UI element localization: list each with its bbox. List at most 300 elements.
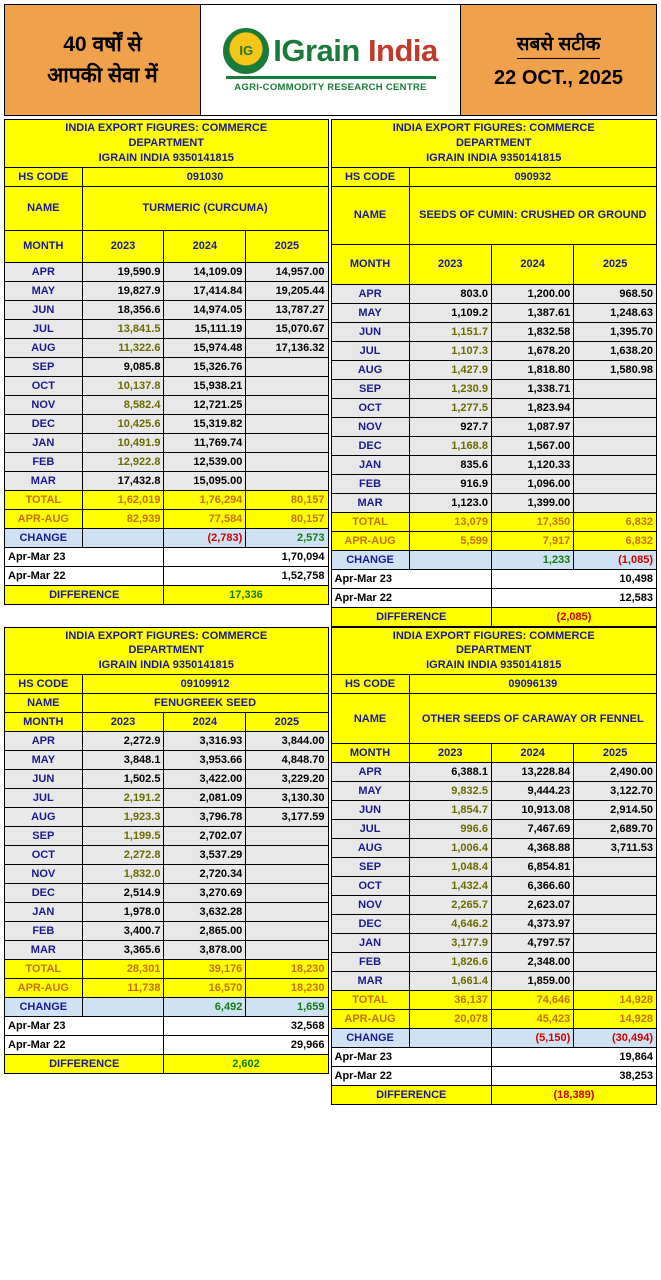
cell-2024: 10,913.08	[491, 801, 573, 820]
row-month-label: JUN	[331, 801, 409, 820]
change-2024: 1,233	[491, 550, 573, 569]
apr-mar-23-label: Apr-Mar 23	[331, 569, 491, 588]
logo-word-igrain: IGrain	[273, 32, 360, 68]
cell-2025	[246, 865, 328, 884]
cell-2024: 12,721.25	[164, 395, 246, 414]
row-month-label: SEP	[5, 827, 83, 846]
apraug-2025: 80,157	[246, 509, 328, 528]
cell-2025: 3,122.70	[574, 782, 657, 801]
change-2025: 2,573	[246, 528, 328, 547]
col-2025: 2025	[574, 744, 657, 763]
cell-2024: 15,095.00	[164, 471, 246, 490]
row-month-label: JAN	[331, 934, 409, 953]
page-header	[4, 4, 657, 116]
apraug-2023: 82,939	[82, 509, 164, 528]
col-2023: 2023	[82, 713, 164, 732]
cell-2025	[574, 858, 657, 877]
row-month-label: FEB	[331, 953, 409, 972]
cell-2024: 2,702.07	[164, 827, 246, 846]
cell-2025	[246, 452, 328, 471]
cell-2025: 3,229.20	[246, 770, 328, 789]
cell-2025: 13,787.27	[246, 300, 328, 319]
col-month: MONTH	[5, 713, 83, 732]
apr-aug-label: APR-AUG	[5, 509, 83, 528]
col-2024: 2024	[164, 713, 246, 732]
cell-2023: 1,168.8	[409, 436, 491, 455]
cell-2023: 1,277.5	[409, 398, 491, 417]
commodity-name: SEEDS OF CUMIN: CRUSHED OR GROUND	[409, 186, 656, 244]
cell-2023: 19,590.9	[82, 262, 164, 281]
difference-label: DIFFERENCE	[331, 1086, 491, 1105]
row-month-label: DEC	[5, 884, 83, 903]
total-2025: 18,230	[246, 960, 328, 979]
cell-2023: 13,841.5	[82, 319, 164, 338]
cell-2023: 927.7	[409, 417, 491, 436]
apr-mar-22-value: 29,966	[164, 1036, 328, 1055]
cell-2024: 14,974.05	[164, 300, 246, 319]
hs-code-label: HS CODE	[5, 167, 83, 186]
cell-2024: 6,366.60	[491, 877, 573, 896]
logo-wordmark	[273, 33, 438, 69]
cell-2023: 1,123.0	[409, 493, 491, 512]
table-title-line1: INDIA EXPORT FIGURES: COMMERCE	[392, 629, 595, 642]
cell-2023: 3,365.6	[82, 941, 164, 960]
cell-2024: 3,632.28	[164, 903, 246, 922]
table-title	[331, 627, 657, 675]
table-title-line3: IGRAIN INDIA 9350141815	[426, 151, 562, 164]
cell-2023: 1,826.6	[409, 953, 491, 972]
cell-2025: 14,957.00	[246, 262, 328, 281]
header-left-line1: 40 वर्षों से	[63, 32, 142, 56]
cell-2023: 11,322.6	[82, 338, 164, 357]
change-2025: 1,659	[246, 998, 328, 1017]
change-label: CHANGE	[5, 998, 83, 1017]
apraug-2024: 7,917	[491, 531, 573, 550]
cell-2025	[574, 896, 657, 915]
cell-2023: 1,109.2	[409, 303, 491, 322]
row-month-label: OCT	[331, 877, 409, 896]
cell-2025: 1,638.20	[574, 341, 657, 360]
apr-mar-23-value: 10,498	[491, 569, 656, 588]
total-label: TOTAL	[5, 490, 83, 509]
hs-code-label: HS CODE	[331, 167, 409, 186]
row-month-label: JUL	[5, 789, 83, 808]
row-month-label: MAR	[5, 941, 83, 960]
row-month-label: OCT	[5, 376, 83, 395]
cell-2023: 10,425.6	[82, 414, 164, 433]
cell-2024: 3,953.66	[164, 751, 246, 770]
cell-2023: 2,272.9	[82, 732, 164, 751]
difference-label: DIFFERENCE	[5, 585, 164, 604]
name-label: NAME	[331, 694, 409, 744]
cell-2024: 15,319.82	[164, 414, 246, 433]
row-month-label: AUG	[331, 839, 409, 858]
cell-2023: 2,191.2	[82, 789, 164, 808]
row-month-label: JUN	[331, 322, 409, 341]
table-title-line2: DEPARTMENT	[128, 644, 205, 657]
cell-2023: 2,514.9	[82, 884, 164, 903]
cell-2025: 3,844.00	[246, 732, 328, 751]
col-month: MONTH	[331, 744, 409, 763]
row-month-label: FEB	[5, 922, 83, 941]
apraug-2023: 11,738	[82, 979, 164, 998]
apr-aug-label: APR-AUG	[5, 979, 83, 998]
apraug-2025: 18,230	[246, 979, 328, 998]
row-month-label: MAR	[5, 471, 83, 490]
cell-2023: 835.6	[409, 455, 491, 474]
commodity-name: OTHER SEEDS OF CARAWAY OR FENNEL	[409, 694, 656, 744]
name-label: NAME	[5, 186, 83, 230]
cell-2025	[246, 357, 328, 376]
col-2025: 2025	[246, 230, 328, 262]
row-month-label: NOV	[5, 865, 83, 884]
cell-2023: 3,177.9	[409, 934, 491, 953]
header-logo-block	[201, 5, 460, 115]
hs-code-value: 091030	[82, 167, 328, 186]
apr-mar-23-value: 19,864	[491, 1048, 656, 1067]
change-label: CHANGE	[331, 1029, 409, 1048]
total-label: TOTAL	[5, 960, 83, 979]
cell-2023: 12,922.8	[82, 452, 164, 471]
cell-2024: 9,444.23	[491, 782, 573, 801]
cell-2024: 1,087.97	[491, 417, 573, 436]
cell-2023: 18,356.6	[82, 300, 164, 319]
cell-2023: 10,491.9	[82, 433, 164, 452]
change-2023	[409, 550, 491, 569]
row-month-label: JUL	[331, 820, 409, 839]
cell-2023: 3,400.7	[82, 922, 164, 941]
row-month-label: APR	[331, 284, 409, 303]
table-title	[5, 120, 329, 168]
cell-2023: 1,151.7	[409, 322, 491, 341]
cell-2023: 1,923.3	[82, 808, 164, 827]
header-left-line2: आपकी सेवा में	[47, 64, 158, 87]
export-table-caraway-fennel	[331, 627, 658, 1106]
cell-2025: 2,914.50	[574, 801, 657, 820]
cell-2024: 2,720.34	[164, 865, 246, 884]
cell-2024: 1,859.00	[491, 972, 573, 991]
cell-2023: 9,832.5	[409, 782, 491, 801]
cell-2024: 1,832.58	[491, 322, 573, 341]
change-2024: 6,492	[164, 998, 246, 1017]
cell-2024: 11,769.74	[164, 433, 246, 452]
row-month-label: JAN	[331, 455, 409, 474]
cell-2025	[574, 493, 657, 512]
row-month-label: JAN	[5, 903, 83, 922]
apraug-2023: 5,599	[409, 531, 491, 550]
row-month-label: MAY	[5, 751, 83, 770]
header-date: 22 OCT., 2025	[494, 67, 623, 89]
total-2023: 13,079	[409, 512, 491, 531]
table-title-line1: INDIA EXPORT FIGURES: COMMERCE	[65, 122, 268, 134]
cell-2024: 3,270.69	[164, 884, 246, 903]
cell-2025: 17,136.32	[246, 338, 328, 357]
cell-2024: 15,326.76	[164, 357, 246, 376]
cell-2024: 1,096.00	[491, 474, 573, 493]
cell-2025	[574, 934, 657, 953]
cell-2023: 19,827.9	[82, 281, 164, 300]
row-month-label: SEP	[331, 379, 409, 398]
cell-2024: 2,865.00	[164, 922, 246, 941]
cell-2024: 1,678.20	[491, 341, 573, 360]
table-title-line3: IGRAIN INDIA 9350141815	[98, 151, 234, 164]
cell-2025: 2,490.00	[574, 763, 657, 782]
col-2025: 2025	[246, 713, 328, 732]
cell-2024: 2,623.07	[491, 896, 573, 915]
apr-mar-23-label: Apr-Mar 23	[5, 547, 164, 566]
cell-2023: 9,085.8	[82, 357, 164, 376]
apr-mar-22-value: 1,52,758	[164, 566, 328, 585]
export-table-fenugreek	[4, 627, 331, 1106]
change-2024: (2,783)	[164, 528, 246, 547]
cell-2025: 19,205.44	[246, 281, 328, 300]
cell-2023: 1,832.0	[82, 865, 164, 884]
col-2025: 2025	[574, 244, 657, 284]
cell-2024: 6,854.81	[491, 858, 573, 877]
row-month-label: JAN	[5, 433, 83, 452]
row-month-label: AUG	[331, 360, 409, 379]
cell-2025	[246, 846, 328, 865]
apr-mar-22-label: Apr-Mar 22	[5, 1036, 164, 1055]
cell-2024: 14,109.09	[164, 262, 246, 281]
difference-value: (2,085)	[491, 607, 656, 626]
apr-aug-label: APR-AUG	[331, 1010, 409, 1029]
cell-2024: 15,111.19	[164, 319, 246, 338]
cell-2024: 1,200.00	[491, 284, 573, 303]
cell-2024: 1,567.00	[491, 436, 573, 455]
cell-2023: 1,502.5	[82, 770, 164, 789]
table-title-line1: INDIA EXPORT FIGURES: COMMERCE	[392, 122, 595, 134]
cell-2024: 1,823.94	[491, 398, 573, 417]
apr-aug-label: APR-AUG	[331, 531, 409, 550]
table-title	[331, 120, 657, 168]
row-month-label: JUL	[331, 341, 409, 360]
cell-2025: 15,070.67	[246, 319, 328, 338]
change-2023	[82, 528, 164, 547]
apraug-2023: 20,078	[409, 1010, 491, 1029]
apraug-2024: 16,570	[164, 979, 246, 998]
cell-2023: 1,854.7	[409, 801, 491, 820]
cell-2023: 6,388.1	[409, 763, 491, 782]
cell-2023: 4,646.2	[409, 915, 491, 934]
header-left-banner	[5, 5, 201, 115]
total-2024: 39,176	[164, 960, 246, 979]
apraug-2025: 6,832	[574, 531, 657, 550]
export-tables-grid	[4, 119, 657, 1105]
hs-code-value: 09109912	[82, 675, 328, 694]
cell-2023: 8,582.4	[82, 395, 164, 414]
table-title-line2: DEPARTMENT	[455, 136, 532, 149]
table-title-line3: IGRAIN INDIA 9350141815	[98, 659, 234, 672]
cell-2025	[246, 376, 328, 395]
cell-2023: 1,048.4	[409, 858, 491, 877]
hs-code-label: HS CODE	[5, 675, 83, 694]
cell-2024: 12,539.00	[164, 452, 246, 471]
difference-value: 17,336	[164, 585, 328, 604]
cell-2024: 4,797.57	[491, 934, 573, 953]
row-month-label: MAY	[5, 281, 83, 300]
total-label: TOTAL	[331, 512, 409, 531]
export-table-cumin	[331, 119, 658, 627]
col-month: MONTH	[5, 230, 83, 262]
row-month-label: MAR	[331, 493, 409, 512]
row-month-label: JUL	[5, 319, 83, 338]
cell-2024: 3,878.00	[164, 941, 246, 960]
commodity-name: TURMERIC (CURCUMA)	[82, 186, 328, 230]
igrain-logo-icon: IG	[223, 28, 269, 74]
row-month-label: AUG	[5, 338, 83, 357]
cell-2025	[246, 941, 328, 960]
row-month-label: DEC	[331, 915, 409, 934]
row-month-label: APR	[5, 262, 83, 281]
cell-2023: 1,427.9	[409, 360, 491, 379]
total-2024: 17,350	[491, 512, 573, 531]
cell-2025: 4,848.70	[246, 751, 328, 770]
cell-2023: 2,272.8	[82, 846, 164, 865]
logo-divider	[226, 76, 436, 79]
cell-2025	[246, 395, 328, 414]
col-2024: 2024	[491, 244, 573, 284]
header-right-banner	[460, 5, 656, 115]
apr-mar-23-label: Apr-Mar 23	[5, 1017, 164, 1036]
cell-2023: 1,006.4	[409, 839, 491, 858]
cell-2025	[246, 922, 328, 941]
change-label: CHANGE	[5, 528, 83, 547]
cell-2025	[246, 433, 328, 452]
hs-code-value: 09096139	[409, 675, 656, 694]
cell-2025	[574, 379, 657, 398]
apr-mar-22-label: Apr-Mar 22	[331, 588, 491, 607]
cell-2025	[574, 455, 657, 474]
difference-label: DIFFERENCE	[331, 607, 491, 626]
cell-2024: 2,348.00	[491, 953, 573, 972]
col-2024: 2024	[164, 230, 246, 262]
change-2023	[409, 1029, 491, 1048]
col-2024: 2024	[491, 744, 573, 763]
apr-mar-22-value: 12,583	[491, 588, 656, 607]
row-month-label: JUN	[5, 770, 83, 789]
cell-2023: 3,848.1	[82, 751, 164, 770]
cell-2023: 1,230.9	[409, 379, 491, 398]
apr-mar-23-value: 32,568	[164, 1017, 328, 1036]
total-2025: 80,157	[246, 490, 328, 509]
cell-2025	[574, 398, 657, 417]
apr-mar-22-label: Apr-Mar 22	[5, 566, 164, 585]
name-label: NAME	[331, 186, 409, 244]
cell-2025	[574, 474, 657, 493]
cell-2023: 1,432.4	[409, 877, 491, 896]
hs-code-label: HS CODE	[331, 675, 409, 694]
row-month-label: MAR	[331, 972, 409, 991]
cell-2024: 15,938.21	[164, 376, 246, 395]
col-month: MONTH	[331, 244, 409, 284]
cell-2025	[246, 471, 328, 490]
logo-subtitle: AGRI-COMMODITY RESEARCH CENTRE	[234, 81, 427, 93]
row-month-label: APR	[331, 763, 409, 782]
cell-2025	[246, 903, 328, 922]
row-month-label: JUN	[5, 300, 83, 319]
cell-2025	[246, 827, 328, 846]
cell-2025: 2,689.70	[574, 820, 657, 839]
cell-2025: 1,395.70	[574, 322, 657, 341]
cell-2024: 1,387.61	[491, 303, 573, 322]
row-month-label: OCT	[5, 846, 83, 865]
cell-2025	[574, 915, 657, 934]
col-2023: 2023	[409, 244, 491, 284]
cell-2025	[574, 436, 657, 455]
table-title-line2: DEPARTMENT	[455, 644, 532, 657]
cell-2024: 17,414.84	[164, 281, 246, 300]
total-2025: 14,928	[574, 991, 657, 1010]
cell-2024: 1,399.00	[491, 493, 573, 512]
change-2025: (1,085)	[574, 550, 657, 569]
col-2023: 2023	[409, 744, 491, 763]
apr-mar-22-label: Apr-Mar 22	[331, 1067, 491, 1086]
change-2025: (30,494)	[574, 1029, 657, 1048]
hs-code-value: 090932	[409, 167, 656, 186]
cell-2024: 1,818.80	[491, 360, 573, 379]
row-month-label: MAY	[331, 303, 409, 322]
total-label: TOTAL	[331, 991, 409, 1010]
row-month-label: SEP	[331, 858, 409, 877]
change-2024: (5,150)	[491, 1029, 573, 1048]
difference-label: DIFFERENCE	[5, 1055, 164, 1074]
row-month-label: FEB	[5, 452, 83, 471]
row-month-label: DEC	[331, 436, 409, 455]
commodity-name: FENUGREEK SEED	[82, 694, 328, 713]
cell-2025	[574, 953, 657, 972]
cell-2023: 1,199.5	[82, 827, 164, 846]
cell-2024: 13,228.84	[491, 763, 573, 782]
table-title-line2: DEPARTMENT	[128, 136, 205, 149]
table-title	[5, 627, 329, 675]
total-2025: 6,832	[574, 512, 657, 531]
row-month-label: DEC	[5, 414, 83, 433]
row-month-label: NOV	[331, 417, 409, 436]
cell-2024: 3,796.78	[164, 808, 246, 827]
change-label: CHANGE	[331, 550, 409, 569]
cell-2025: 3,130.30	[246, 789, 328, 808]
cell-2025: 3,177.59	[246, 808, 328, 827]
row-month-label: FEB	[331, 474, 409, 493]
difference-value: (18,389)	[491, 1086, 656, 1105]
cell-2025	[574, 417, 657, 436]
total-2024: 74,646	[491, 991, 573, 1010]
row-month-label: AUG	[5, 808, 83, 827]
difference-value: 2,602	[164, 1055, 328, 1074]
cell-2023: 17,432.8	[82, 471, 164, 490]
row-month-label: NOV	[331, 896, 409, 915]
apraug-2025: 14,928	[574, 1010, 657, 1029]
table-title-line3: IGRAIN INDIA 9350141815	[426, 659, 562, 672]
cell-2023: 1,107.3	[409, 341, 491, 360]
cell-2023: 996.6	[409, 820, 491, 839]
cell-2024: 3,316.93	[164, 732, 246, 751]
cell-2024: 1,338.71	[491, 379, 573, 398]
total-2023: 1,62,019	[82, 490, 164, 509]
name-label: NAME	[5, 694, 83, 713]
cell-2024: 7,467.69	[491, 820, 573, 839]
cell-2025: 1,580.98	[574, 360, 657, 379]
apraug-2024: 45,423	[491, 1010, 573, 1029]
cell-2024: 3,422.00	[164, 770, 246, 789]
apr-mar-23-value: 1,70,094	[164, 547, 328, 566]
total-2024: 1,76,294	[164, 490, 246, 509]
row-month-label: SEP	[5, 357, 83, 376]
cell-2025	[574, 972, 657, 991]
total-2023: 28,301	[82, 960, 164, 979]
table-title-line1: INDIA EXPORT FIGURES: COMMERCE	[65, 629, 268, 642]
